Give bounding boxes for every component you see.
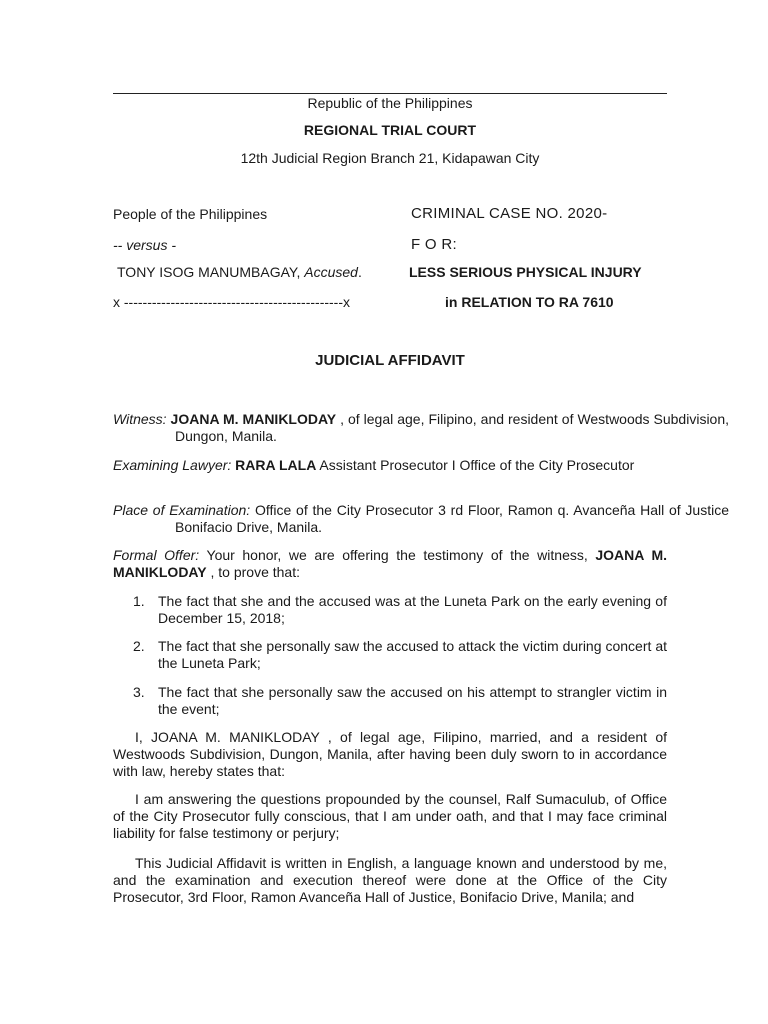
witness-paragraph — [113, 411, 729, 445]
header-rule — [113, 93, 667, 94]
place-paragraph — [113, 502, 729, 536]
for-label: F O R: — [411, 236, 457, 253]
body-paragraph: I, JOANA M. MANIKLODAY , of legal age, Filipino, married, and a resident of Westwoods Subdivision, Dungon, Manila, after having been duly sworn to in accordance with law, hereby states that: — [113, 729, 667, 779]
list-item-text: The fact that she and the accused was at the Luneta Park on the early evening of December 15, 2018; — [158, 593, 667, 626]
document-title: JUDICIAL AFFIDAVIT — [315, 352, 465, 369]
accused-name: TONY ISOG MANUMBAGAY, — [117, 264, 305, 280]
body-paragraph: This Judicial Affidavit is written in English, a language known and understood by me, and the examination and execution thereof were done at the Office of the City Prosecutor, 3rd Floor, Ramon Avanceña Hall of Justice, Bonifacio Drive, Manila; and — [113, 855, 667, 905]
republic-line: Republic of the Philippines — [307, 95, 473, 111]
formal-offer-text: Your honor, we are offering the testimony of the witness, — [199, 547, 596, 563]
formal-offer-name: JOANA M. MANIKLODAY — [113, 547, 667, 580]
offense: LESS SERIOUS PHYSICAL INJURY — [409, 264, 642, 280]
versus-line — [113, 237, 176, 253]
place-label: Place of Examination: — [113, 502, 251, 518]
plaintiff: People of the Philippines — [113, 206, 268, 222]
formal-offer-paragraph — [113, 547, 667, 581]
list-item — [133, 593, 667, 627]
witness-label: Witness: — [113, 411, 167, 427]
formal-offer-tail: , to prove that: — [206, 564, 300, 580]
lawyer-name: RARA LALA — [235, 457, 317, 473]
list-item-number: 3. — [133, 684, 145, 700]
list-item-text: The fact that she personally saw the accused on his attempt to strangler victim in the event; — [158, 684, 667, 717]
accused-label: Accused — [304, 264, 358, 280]
list-item-text: The fact that she personally saw the accused to attack the victim during concert at the Luneta Park; — [158, 638, 667, 671]
branch-line: 12th Judicial Region Branch 21, Kidapawan City — [240, 150, 540, 166]
formal-offer-label: Formal Offer: — [113, 547, 200, 563]
body-paragraph: I am answering the questions propounded by the counsel, Ralf Sumaculub, of Office of the City Prosecutor fully conscious, that I am under oath, and that I may face criminal liability for false testimony or perjury; — [113, 791, 667, 841]
list-item — [133, 638, 667, 672]
accused-line — [117, 264, 362, 280]
list-item — [133, 684, 667, 718]
accused-period: . — [357, 264, 362, 280]
caption-separator: x -----------------------------------------------x — [113, 294, 351, 310]
witness-text: , of legal age, Filipino, and resident of Westwoods Subdivision, Dungon, Manila. — [175, 411, 730, 444]
case-number: CRIMINAL CASE NO. 2020- — [411, 205, 608, 222]
lawyer-text: Assistant Prosecutor I Office of the City Prosecutor — [316, 457, 635, 473]
lawyer-paragraph — [113, 457, 729, 474]
versus-text: -- versus - — [113, 237, 176, 253]
list-item-number: 2. — [133, 638, 145, 654]
list-item-number: 1. — [133, 593, 145, 609]
witness-name: JOANA M. MANIKLODAY — [170, 411, 337, 427]
lawyer-label: Examining Lawyer: — [113, 457, 232, 473]
court-name: REGIONAL TRIAL COURT — [303, 122, 477, 138]
relation: in RELATION TO RA 7610 — [445, 294, 614, 310]
place-text: Office of the City Prosecutor 3 rd Floor, Ramon q. Avanceña Hall of Justice Bonifacio Drive, Manila. — [175, 502, 730, 535]
